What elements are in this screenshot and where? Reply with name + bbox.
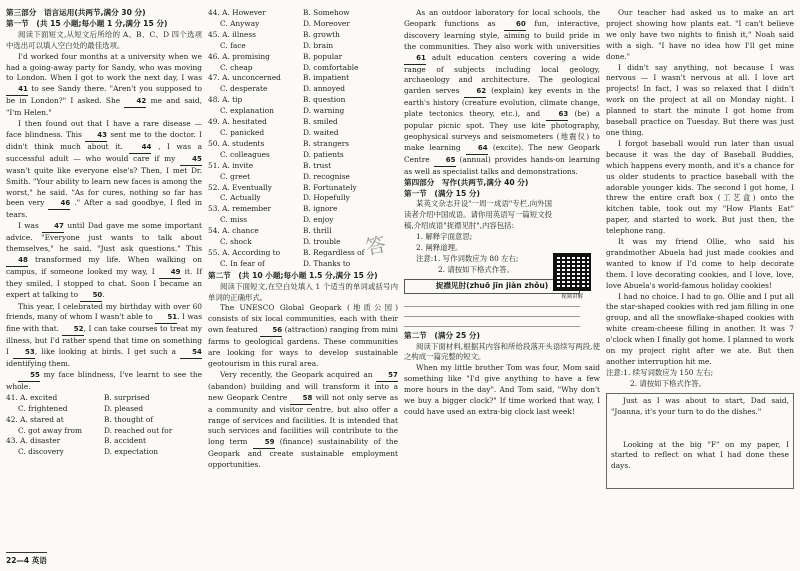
option-41d[interactable]: D. pleased	[104, 403, 144, 413]
section-4-title: 第四部分 写作(共两节,满分 40 分)	[404, 177, 529, 187]
option-51c[interactable]: C. greet	[220, 171, 251, 181]
option-54a[interactable]: 54. A. chance	[208, 226, 259, 236]
page-footer: 22—4 英语	[6, 552, 47, 566]
blank-47[interactable]: 47	[42, 221, 64, 233]
option-43a[interactable]: 43. A. disaster	[6, 436, 61, 446]
option-49b[interactable]: B. smiled	[303, 117, 338, 127]
qr-label: 视频讲解	[560, 294, 583, 300]
story-paragraph-3: I didn't say anything, not because I was nervous — I wasn't nervous at all. I love art projects! In fact, I was so relaxed that I didn't work on the project at all on Monday night. I planned to start the minute I got home from baseball practice on Tuesday. But there was just one thing.	[606, 62, 794, 137]
option-47d[interactable]: D. annoyed	[303, 84, 346, 94]
blank-63[interactable]: 63	[546, 109, 568, 121]
option-54b[interactable]: B. thrill	[303, 226, 332, 236]
blank-53[interactable]: 53	[13, 347, 35, 359]
cloze-paragraph-4: This year, I celebrated my birthday with over 60 friends, many of whom I wasn't able to 51. I was fine with that. 52, I can take courses to treat my illness, but I'd rather spend that time on something I 53, like looking at birds. I get such a 54 identifying them.	[6, 301, 202, 369]
option-48d[interactable]: D. warning	[303, 106, 345, 116]
option-50a[interactable]: 50. A. students	[208, 138, 265, 148]
option-42d[interactable]: D. reached out for	[104, 425, 173, 435]
option-50c[interactable]: C. colleagues	[220, 149, 270, 159]
option-48a[interactable]: 48. A. tip	[208, 95, 243, 105]
blank-64[interactable]: 64	[466, 143, 488, 155]
grammar-paragraph-3: As an outdoor laboratory for local schools, the Geopark functions as 60 fun, interactive, discovery learning style, aiming to build pride in the communities. They also work with universities 61 adult education centers covering a wide range of subjects including local geology, archaeology and architecture. The geological garden serves 62 (explain) key events in the earth's history (creature evolution, climate change, plate tectonics theory, etc.), and 63 (be) a popular picnic spot. They use kite photography, geophysical surveys and seismometers (地震仪) to make learning 64 (excite). The new Geopark Centre 65 (annual) provides hands-on learning as well as specialist talks and demonstrations.	[404, 8, 600, 176]
option-42a[interactable]: 42. A. stared at	[6, 414, 64, 424]
option-46c[interactable]: C. cheap	[220, 62, 253, 72]
blank-46[interactable]: 46	[48, 198, 70, 210]
option-52b[interactable]: B. Fortunately	[303, 182, 357, 192]
writing-part-1-title: 第一节 (满分 15 分)	[404, 188, 480, 198]
blank-43[interactable]: 43	[85, 130, 107, 142]
option-50d[interactable]: D. patients	[303, 149, 344, 159]
part-1-title: 第一节 (共 15 小题;每小题 1 分,满分 15 分)	[6, 18, 168, 28]
continuation-note-1: 注意:1. 续写词数应为 150 左右;	[606, 367, 714, 377]
option-42b[interactable]: B. thought of	[104, 414, 154, 424]
option-46a[interactable]: 46. A. promising	[208, 51, 270, 61]
option-43d[interactable]: D. expectation	[104, 447, 159, 457]
option-53b[interactable]: B. ignore	[303, 204, 338, 214]
idiom-title-box: 捉襟见肘(zhuō jīn jiàn zhǒu)	[404, 279, 580, 294]
section-3-title: 第三部分 语言运用(共两节,满分 30 分)	[6, 8, 146, 17]
cloze-paragraph-3: I was 47 until Dad gave me some important advice. "Everyone just wants to talk about themselves," he said. "Just ask questions." This 48 transformed my life. When walking on campus, if someone looked my way, I 49 it. If they smiled, I stopped to chat. Soon I became an expert at talking to 50.	[6, 221, 202, 301]
part-2-instructions: 阅读下面短文,在空白处填入 1 个适当的单词或括号内单词的正确形式。	[208, 281, 398, 302]
cloze-paragraph-5: 55 my face blindness, I've learnt to see the whole.	[6, 370, 202, 391]
story-paragraph-5: It was my friend Ollie, who said his grandmother Abuela had just made cookies and wanted to know if I'd come to help decorate them. I love decorating cookies, and I love, love, love Abuela's world-famous holiday cookies!	[606, 237, 794, 290]
option-49d[interactable]: D. waited	[303, 127, 339, 137]
column-3	[404, 8, 600, 418]
option-53a[interactable]: 53. A. remember	[208, 204, 272, 214]
option-51b[interactable]: B. trust	[303, 160, 332, 170]
option-43b[interactable]: B. accident	[104, 436, 147, 446]
blank-50[interactable]: 50	[80, 290, 102, 302]
option-44a[interactable]: 44. A. However	[208, 8, 266, 17]
story-paragraph-6: I had no choice. I had to go. Ollie and I put all the star-shaped cookies with red jam filling in one group, and all the snowflake-shaped cookies with white cream-cheese filling in another. It was 7 o'clock when I finally got home. I planned to work on my project right after we ate. But then another interruption hit me.	[606, 291, 794, 366]
continuation-note-2: 2. 请按如下格式作答。	[630, 378, 706, 388]
blank-54[interactable]: 54	[180, 347, 202, 359]
blank-60[interactable]: 60	[504, 19, 526, 31]
writing-task: 某英文杂志开设"一周一成语"专栏,向外国读者介绍中国成语。请你用英语写一篇短文投稿,介绍成语"捉襟见肘",内容包括:	[404, 199, 552, 231]
option-46d[interactable]: D. comfortable	[303, 62, 359, 72]
option-55a[interactable]: 55. A. According to	[208, 247, 281, 257]
blank-45[interactable]: 45	[180, 154, 202, 166]
column-1	[6, 8, 202, 458]
blank-48[interactable]: 48	[6, 255, 28, 267]
writing-part-2-title: 第二节 (满分 25 分)	[404, 330, 480, 340]
blank-52[interactable]: 52	[62, 324, 84, 336]
option-44c[interactable]: C. Anyway	[220, 18, 260, 28]
option-51a[interactable]: 51. A. invite	[208, 160, 254, 170]
option-45b[interactable]: B. growth	[303, 29, 340, 39]
option-51d[interactable]: D. recognise	[303, 171, 350, 181]
continuation-start-2: Looking at the big "F" on my paper, I started to reflect on what I had done these days.	[611, 439, 789, 471]
option-52c[interactable]: C. Actually	[220, 193, 261, 203]
story-paragraph-4: I forgot baseball would run later than usual because it was the day of Baseball Buddies, which happens every month, and it's a chance for us older students to practice baseball with the adorable younger kids. The second I got home, I threw the entire craft box (工艺盒) onto the kitchen table, took out my "How Plants Eat" paper, and started to work. But just then, the telephone rang.	[606, 138, 794, 236]
cloze-paragraph-1: I'd worked four months at a university when we had a going-away party for Sandy, who was moving to London. When I got to work the next day, I was 41 to see Sandy there. "Aren't you supposed to be in London?" I asked. She 42 me and said, "I'm Helen."	[6, 51, 202, 118]
grammar-paragraph-1: The UNESCO Global Geopark (地质公园) consists of six local communities, each with their own featured 56 (attraction) ranging from mini farms to geological gardens. These communities are looking for ways to develop sustainable geotourism in this rural area.	[208, 303, 398, 368]
qr-code-icon[interactable]	[553, 253, 591, 291]
grammar-paragraph-2: Very recently, the Geopark acquired an 57 (abandon) building and will transform it into a new Geopark Centre 58 will not only serve as a community and visitor centre, but also offer a range of services and facilities. It is intended that such services and facilities will contribute to the long term 59 (finance) sustainability of the Geopark and create sustainable employment opportunities.	[208, 369, 399, 470]
blank-41[interactable]: 41	[6, 84, 28, 96]
story-paragraph-2: Our teacher had asked us to make an art project showing how plants eat. "I can't believe we only have two nights to finish it," Noah said with a sigh. "I have no idea how I'll get mine done."	[606, 8, 794, 61]
blank-42[interactable]: 42	[124, 96, 146, 108]
continuation-start-1: Just as I was about to start, Dad said, "Joanna, it's your turn to do the dishes."	[611, 395, 789, 416]
writing-note-2: 2. 请按如下格式作答。	[438, 264, 514, 274]
writing-part-2-instructions: 阅读下面材料,根据其内容和所给段落开头语续写两段,使之构成一篇完整的短文。	[404, 341, 600, 362]
blank-55[interactable]: 55	[18, 370, 40, 382]
option-50b[interactable]: B. strangers	[303, 138, 350, 148]
cloze-paragraph-2: I then found out that I have a rare disease — face blindness. This 43 sent me to the doctor. I didn't think much about it. 44 , I was a successful adult — who would care if my 45 wasn't quite like everyone else's? Then, I met Dr. Smith. "Your ability to learn new faces is among the worst," he said. "As for cures, nothing so far has been very 46 ." After a sad goodbye, I fled in tears.	[6, 119, 202, 220]
option-47a[interactable]: 47. A. unconcerned	[208, 73, 281, 83]
option-52d[interactable]: D. Hopefully	[303, 193, 350, 203]
option-43c[interactable]: C. discovery	[18, 447, 64, 457]
options-41-43	[6, 393, 202, 458]
option-55c[interactable]: C. In fear of	[220, 258, 265, 268]
option-41a[interactable]: 41. A. excited	[6, 392, 58, 402]
option-52a[interactable]: 52. A. Eventually	[208, 182, 272, 192]
option-41c[interactable]: C. frightened	[18, 403, 68, 413]
option-46b[interactable]: B. popular	[303, 51, 343, 61]
option-53c[interactable]: C. miss	[220, 215, 248, 225]
option-45c[interactable]: C. face	[220, 40, 246, 50]
option-54c[interactable]: C. shock	[220, 237, 252, 247]
continuation-answer-box[interactable]	[606, 393, 794, 489]
part-1-instructions: 阅读下面短文,从短文后所给的 A、B、C、D 四个选项中选出可以填入空白处的最佳选项。	[6, 29, 202, 50]
blank-44[interactable]: 44	[129, 142, 151, 154]
option-44b[interactable]: B. Somehow	[303, 8, 350, 17]
writing-note-1: 注意:1. 写作词数应为 80 左右;	[416, 253, 519, 263]
blank-51[interactable]: 51	[155, 312, 177, 324]
blank-56[interactable]: 56	[260, 325, 282, 337]
option-53d[interactable]: D. enjoy	[303, 215, 334, 225]
option-54d[interactable]: D. trouble	[303, 237, 341, 247]
column-4	[606, 8, 794, 489]
story-paragraph-1: When my little brother Tom was four, Mom said something like "I'd give anything to have a few more hours in the day". And Tom said, "Why don't we buy a bigger clock?" If time worked that way, I could have used an extra-big clock last week!	[404, 363, 600, 416]
option-55b[interactable]: B. Regardless of	[303, 247, 365, 257]
option-48c[interactable]: C. explanation	[220, 106, 274, 116]
writing-point-2: 2. 阐释道理。	[416, 243, 463, 253]
option-49a[interactable]: 49. A. hesitated	[208, 117, 267, 127]
option-45a[interactable]: 45. A. illness	[208, 29, 256, 39]
blank-58[interactable]: 58	[290, 393, 312, 405]
blank-61[interactable]: 61	[404, 53, 426, 65]
blank-57[interactable]: 57	[376, 370, 398, 382]
blank-62[interactable]: 62	[464, 86, 486, 98]
option-48b[interactable]: B. question	[303, 95, 346, 105]
option-45d[interactable]: D. brain	[303, 40, 334, 50]
option-47b[interactable]: B. impatient	[303, 73, 350, 83]
blank-59[interactable]: 59	[253, 437, 275, 449]
writing-point-1: 1. 解释字面意思;	[416, 232, 473, 242]
option-47c[interactable]: C. desperate	[220, 84, 268, 94]
part-2-title: 第二节 (共 10 小题;每小题 1.5 分,满分 15 分)	[208, 270, 378, 280]
blank-65[interactable]: 65	[434, 155, 456, 167]
option-49c[interactable]: C. panicked	[220, 127, 265, 137]
option-41b[interactable]: B. surprised	[104, 392, 150, 402]
blank-49[interactable]: 49	[159, 267, 181, 279]
option-42c[interactable]: C. got away from	[18, 425, 82, 435]
option-55d[interactable]: D. Thanks to	[303, 258, 351, 268]
option-44d[interactable]: D. Moreover	[303, 18, 350, 28]
stamp-watermark: 答	[363, 231, 388, 260]
